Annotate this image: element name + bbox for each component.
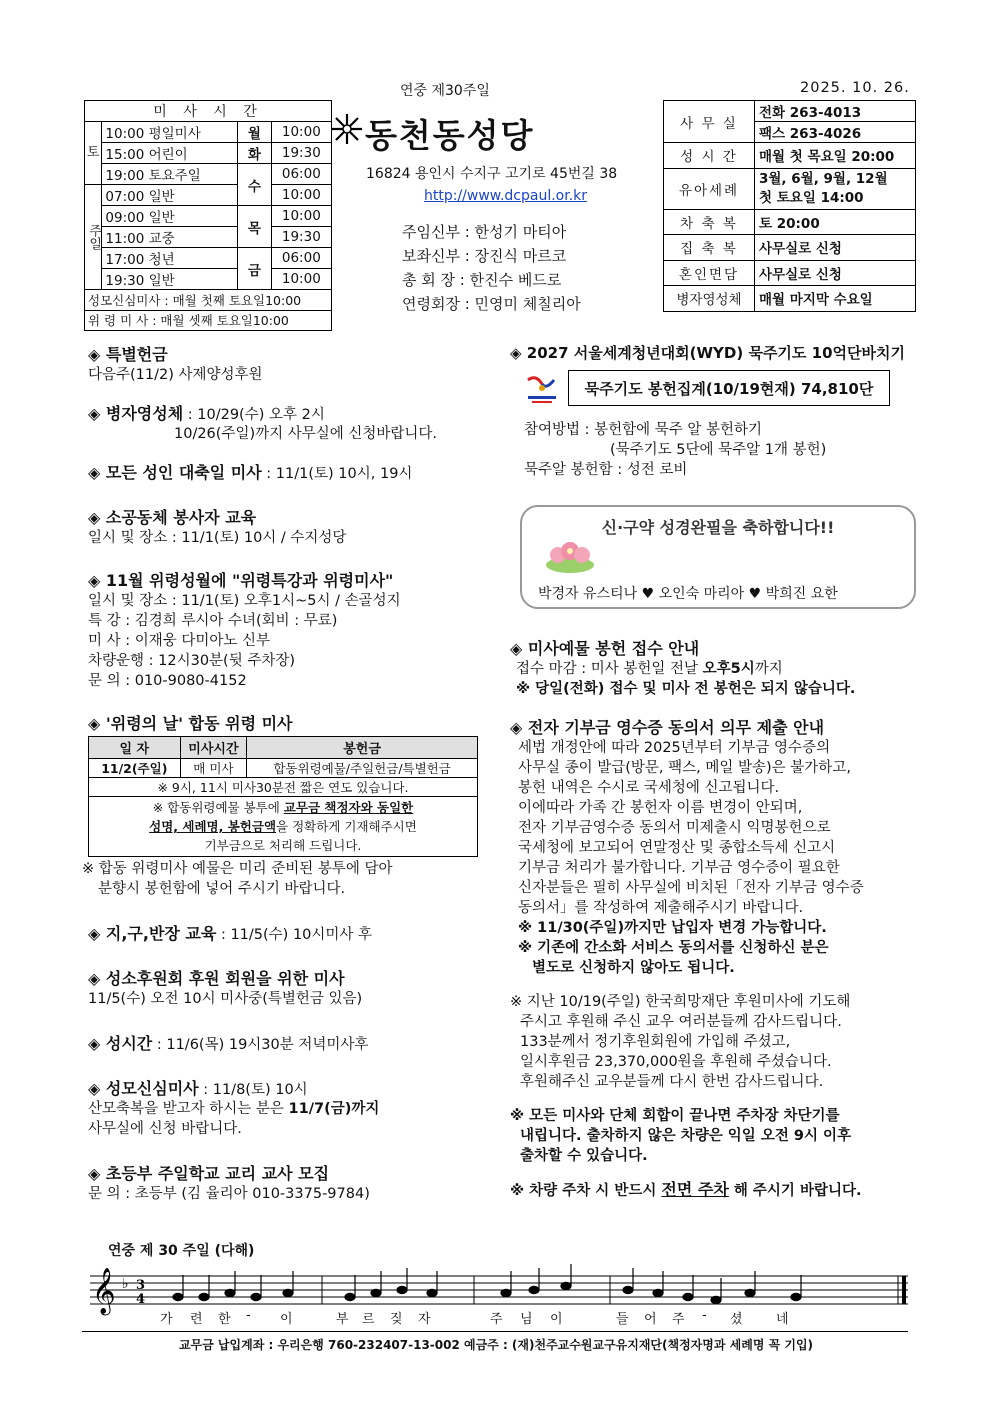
wed-time-2: 10:00 xyxy=(271,185,331,206)
col-date: 일 자 xyxy=(89,737,181,759)
front-parking-notice: ※ 차량 주차 시 반드시 전면 주차 해 주시기 바랍니다. xyxy=(510,1180,862,1199)
sun-0: 07:00 일반 xyxy=(102,185,238,206)
marriage-label: 혼인면담 xyxy=(664,260,755,286)
music-note xyxy=(371,1289,381,1296)
lyric-syllable: 르 xyxy=(362,1312,375,1327)
col-time: 미사시간 xyxy=(180,737,247,759)
leaders-training-heading: ◈ 지,구,반장 교육 : 11/5(수) 10시미사 후 xyxy=(88,921,488,944)
baptism-label: 유아세례 xyxy=(664,168,755,209)
church-logo-icon xyxy=(330,112,364,150)
staff-president: 총 회 장 : 한진수 베드로 xyxy=(402,271,562,289)
sat-1: 15:00 어린이 xyxy=(102,143,238,164)
time-signature: 4 xyxy=(136,1292,146,1307)
lyric-syllable: 주 xyxy=(672,1312,685,1327)
wed-time-1: 06:00 xyxy=(271,164,331,185)
mass-title: 미 사 시 간 xyxy=(85,101,332,122)
holy-hour-heading: ◈ 성시간 : 11/6(목) 19시30분 저녁미사후 xyxy=(88,1031,488,1054)
lyric-syllable: - xyxy=(702,1308,707,1323)
music-note xyxy=(199,1293,209,1300)
day-wed: 수 xyxy=(238,164,272,206)
e-receipt-body: 세법 개정안에 따라 2025년부터 기부금 영수증의 사무실 종이 발급(방문, 팩스, 메일 발송)은 불가하고, 봉헌 내역은 수시로 국세청에 신고됩니다. 이에따라 가족 간 봉헌자 이름 변경이 안되며, 전자 기부금영수증 동의서 미제출시 익명봉헌으로 국세청에 보고되어 연말정산 및 종합소득세 신고시 기부금 처리가 불가합니다. 기부금 영수증이 필요한 신자분들은 필히 사무실에 비치된「전자 기부금 영수증 동의서」를 작성하여 제출해주시기 바랍니다. ※ 11/30(주일)까지만 납입자 변경 가능합니다. ※ 기존에 간소화 서비스 동의서를 신청하신 분은 별도로 신청하지 않아도 됩니다. xyxy=(518,740,864,976)
sat-0: 10:00 평일미사 xyxy=(102,122,238,143)
heart-icon: ♥ xyxy=(641,586,659,602)
lyric-syllable: 련 xyxy=(190,1312,203,1327)
all-souls-table xyxy=(88,736,478,857)
sick-communion-label: 병자영성체 xyxy=(664,286,755,312)
sick-communion-value: 매월 마지막 수요일 xyxy=(755,286,916,312)
staff-assistant: 보좌신부 : 장진식 마르코 xyxy=(402,247,567,265)
special-offering-text: 다음주(11/2) 사제양성후원 xyxy=(88,367,263,383)
completion-names xyxy=(538,583,838,603)
office-info-table xyxy=(663,100,916,312)
lyric-syllable: 셨 xyxy=(730,1312,743,1327)
music-note xyxy=(623,1286,633,1293)
sun-4: 19:30 일반 xyxy=(102,269,238,290)
hymn-title: 연중 제 30 주일 (다해) xyxy=(108,1243,255,1259)
marriage-value: 사무실로 신청 xyxy=(755,260,916,286)
day-fri: 금 xyxy=(238,248,272,290)
lecture-speaker: 특 강 : 김경희 루시아 수녀(회비 : 무료) xyxy=(88,613,338,629)
teacher-recruit-contact: 문 의 : 초등부 (김 율리아 010-3375-9784) xyxy=(88,1186,370,1202)
sick-communion-heading: ◈ 병자영성체 : 10/29(수) 오후 2시 xyxy=(88,401,488,424)
wyd-method: 참여방법 : 봉헌함에 묵주 알 봉헌하기 xyxy=(524,422,763,438)
parking-gate-notice: ※ 모든 미사와 단체 회합이 끝나면 주차장 차단기를 내립니다. 출차하지 않은 차량은 익일 오전 9시 이후 출차할 수 있습니다. xyxy=(510,1108,852,1164)
rosary-count-box: 묵주기도 봉헌집계(10/19현재) 74,810단 xyxy=(568,370,890,406)
congrats-title: 신·구약 성경완필을 축하합니다!! xyxy=(601,518,835,537)
lyric-syllable: 주 xyxy=(490,1312,503,1327)
sun-2: 11:00 교중 xyxy=(102,227,238,248)
footer-account-info: 교무금 납입계좌 : 우리은행 760-232407-13-002 예금주 : (재)천주교수원교구유지재단(책정자명과 세례명 꼭 기입) xyxy=(178,1338,814,1352)
music-note xyxy=(711,1296,721,1303)
vocation-mass-text: 11/5(수) 오전 10시 미사중(특별헌금 있음) xyxy=(88,991,363,1007)
row-time: 매 미사 xyxy=(180,759,247,778)
day-thu: 목 xyxy=(238,206,272,248)
office-phone: 전화 263-4013 xyxy=(755,101,916,122)
issue-date: 2025. 10. 26. xyxy=(800,80,910,96)
november-lecture-title: ◈ 11월 위령성월에 "위령특강과 위령미사" xyxy=(88,568,488,591)
sat-2: 19:00 토요주일 xyxy=(102,164,238,185)
community-training-title: ◈ 소공동체 봉사자 교육 xyxy=(88,505,488,528)
music-note xyxy=(791,1293,801,1300)
staff-pastor: 주임신부 : 한성기 마티아 xyxy=(402,223,567,241)
wyd-details xyxy=(524,420,904,480)
time-signature: 3 xyxy=(136,1278,146,1293)
tue-time: 19:30 xyxy=(271,143,331,164)
community-training-text: 일시 및 장소 : 11/1(토) 10시 / 수지성당 xyxy=(88,530,347,546)
lyric-syllable: 가 xyxy=(160,1312,173,1327)
marian-mass-text-2: 사무실에 신청 바랍니다. xyxy=(88,1121,242,1137)
church-name: 동천동성당 xyxy=(365,116,535,155)
music-note xyxy=(683,1293,693,1300)
thu-time-1: 10:00 xyxy=(271,206,331,227)
lyric-syllable: 한 xyxy=(218,1312,231,1327)
treble-clef-icon: 𝄞 xyxy=(92,1268,116,1314)
marian-mass-text: 산모축복을 받고자 하시는 분은 11/7(금)까지 xyxy=(88,1101,380,1117)
lecture-place: 일시 및 장소 : 11/1(토) 오후1시~5시 / 손골성지 xyxy=(88,593,401,609)
baptism-value: 3월, 6월, 9월, 12월 첫 토요일 14:00 xyxy=(755,168,916,209)
marian-mass-note: 성모신심미사 : 매월 첫째 토요일10:00 xyxy=(85,290,332,311)
sick-communion-note: 10/26(주일)까지 사무실에 신청바랍니다. xyxy=(174,426,438,442)
mass-intention-deadline: 접수 마감 : 미사 봉헌일 전날 오후5시까지 xyxy=(516,661,783,677)
fri-time-1: 06:00 xyxy=(271,248,331,269)
mon-time: 10:00 xyxy=(271,122,331,143)
all-saints-heading: ◈ 모든 성인 대축일 미사 : 11/1(토) 10시, 19시 xyxy=(88,460,488,483)
church-address: 16824 용인시 수지구 고기로 45번길 38 xyxy=(366,166,618,182)
music-note xyxy=(427,1289,437,1296)
name-1: 박경자 유스티나 xyxy=(538,586,638,602)
teacher-recruit-title: ◈ 초등부 주일학교 교리 교사 모집 xyxy=(88,1161,488,1184)
holy-hour-label: 성 시 간 xyxy=(664,143,755,169)
week-label: 연중 제30주일 xyxy=(400,83,490,99)
hymn-lyrics xyxy=(150,1308,850,1328)
lyric-syllable: 님 xyxy=(520,1312,533,1327)
sun-1: 09:00 일반 xyxy=(102,206,238,227)
staff-list xyxy=(402,220,581,316)
lyric-syllable: 이 xyxy=(550,1312,563,1327)
marian-mass-heading: ◈ 성모신심미사 : 11/8(토) 10시 xyxy=(88,1076,488,1099)
flower-icon xyxy=(542,535,598,581)
name-3: 박희진 요한 xyxy=(765,586,838,602)
wyd-title: ◈ 2027 서울세계청년대회(WYD) 묵주기도 10억단바치기 xyxy=(510,342,910,363)
music-note xyxy=(173,1293,183,1300)
staff-funeral: 연령회장 : 민영미 체칠리아 xyxy=(402,295,581,313)
bible-completion-card xyxy=(520,505,916,609)
left-column xyxy=(82,342,488,1204)
music-note xyxy=(745,1289,755,1296)
lyric-syllable: 부 xyxy=(336,1312,349,1327)
church-website-link[interactable]: http://www.dcpaul.or.kr xyxy=(424,188,588,204)
vocation-mass-title: ◈ 성소후원회 후원 회원을 위한 미사 xyxy=(88,966,488,989)
day-tue: 화 xyxy=(238,143,272,164)
memorial-note-1: ※ 합동 위령미사 예물은 미리 준비된 봉투에 담아 xyxy=(82,861,393,877)
thu-time-2: 19:30 xyxy=(271,227,331,248)
lyric-syllable: - xyxy=(246,1308,251,1323)
sun-3: 17:00 청년 xyxy=(102,248,238,269)
music-note xyxy=(653,1289,663,1296)
music-note xyxy=(225,1289,235,1296)
lyric-syllable: 네 xyxy=(776,1312,789,1327)
fri-time-2: 10:00 xyxy=(271,269,331,290)
name-2: 오인숙 마리아 xyxy=(658,586,745,602)
hope-foundation-thanks: ※ 지난 10/19(주일) 한국희망재단 후원미사에 기도해 주시고 후원해 주신 교우 여러분들께 감사드립니다. 133분께서 정기후원회원에 가입해 주셨고, 일시후원금 23,370,000원을 후원해 주셨습니다. 후원해주신 교우분들께 다시 한번 감사드립니다. xyxy=(510,994,851,1090)
music-note xyxy=(501,1289,511,1296)
envelope-note: ※ 합동위령예물 봉투에 교무금 책정자와 동일한 성명, 세례명, 봉헌금액을 정확하게 기재해주시면 기부금으로 처리해 드립니다. xyxy=(89,797,478,857)
footer-divider xyxy=(82,1331,908,1332)
music-note xyxy=(345,1293,355,1300)
right-column xyxy=(510,636,910,1201)
e-receipt-title: ◈ 전자 기부금 영수증 동의서 의무 제출 안내 xyxy=(510,715,910,738)
lyric-syllable: 자 xyxy=(418,1312,431,1327)
wyd-method-note: (묵주기도 5단에 묵주알 1개 봉헌) xyxy=(610,442,827,458)
home-blessing-value: 사무실로 신청 xyxy=(755,235,916,261)
lecture-contact: 문 의 : 010-9080-4152 xyxy=(88,673,247,689)
col-offering: 봉헌금 xyxy=(247,737,478,759)
lecture-shuttle: 차량운행 : 12시30분(뒷 주차장) xyxy=(88,653,295,669)
sun-label: 주일 xyxy=(85,185,102,290)
requiem-mass-note: 위 령 미 사 : 매월 셋째 토요일10:00 xyxy=(85,310,332,331)
lyric-syllable: 이 xyxy=(280,1312,293,1327)
music-note xyxy=(397,1286,407,1293)
row-date: 11/2(주일) xyxy=(89,759,181,778)
office-label: 사 무 실 xyxy=(664,101,755,143)
music-note xyxy=(561,1282,571,1289)
lyric-syllable: 짖 xyxy=(390,1312,403,1327)
special-offering-title: ◈ 특별헌금 xyxy=(88,342,488,365)
holy-hour-value: 매월 첫 목요일 20:00 xyxy=(755,143,916,169)
flat-icon: ♭ xyxy=(122,1276,129,1292)
music-note xyxy=(529,1286,539,1293)
music-note xyxy=(251,1293,261,1300)
mass-intention-title: ◈ 미사예물 봉헌 접수 안내 xyxy=(510,636,910,659)
home-blessing-label: 집 축 복 xyxy=(664,235,755,261)
day-mon: 월 xyxy=(238,122,272,143)
mass-intention-note: ※ 당일(전화) 접수 및 미사 전 봉헌은 되지 않습니다. xyxy=(516,681,856,697)
car-blessing-value: 토 20:00 xyxy=(755,209,916,235)
car-blessing-label: 차 축 복 xyxy=(664,209,755,235)
office-fax: 팩스 263-4026 xyxy=(755,122,916,143)
mass-times-table xyxy=(84,100,332,331)
lecture-mass: 미 사 : 이재웅 다미아노 신부 xyxy=(88,633,271,649)
all-souls-title: ◈ '위령의 날' 합동 위령 미사 xyxy=(88,711,488,734)
lyric-syllable: 어 xyxy=(644,1312,657,1327)
wyd-logo-icon xyxy=(522,370,562,414)
music-note xyxy=(283,1289,293,1296)
wyd-section xyxy=(510,342,910,363)
heart-icon: ♥ xyxy=(748,586,766,602)
lyric-syllable: 들 xyxy=(616,1312,629,1327)
short-prayer-note: ※ 9시, 11시 미사30분전 짧은 연도 있습니다. xyxy=(89,778,478,797)
memorial-note-2: 분향시 봉헌함에 넣어 주시기 바랍니다. xyxy=(98,881,346,897)
row-offering: 합동위령예물/주일헌금/특별헌금 xyxy=(247,759,478,778)
wyd-box-location: 묵주알 봉헌함 : 성전 로비 xyxy=(524,462,688,478)
sat-label: 토 xyxy=(85,122,102,185)
